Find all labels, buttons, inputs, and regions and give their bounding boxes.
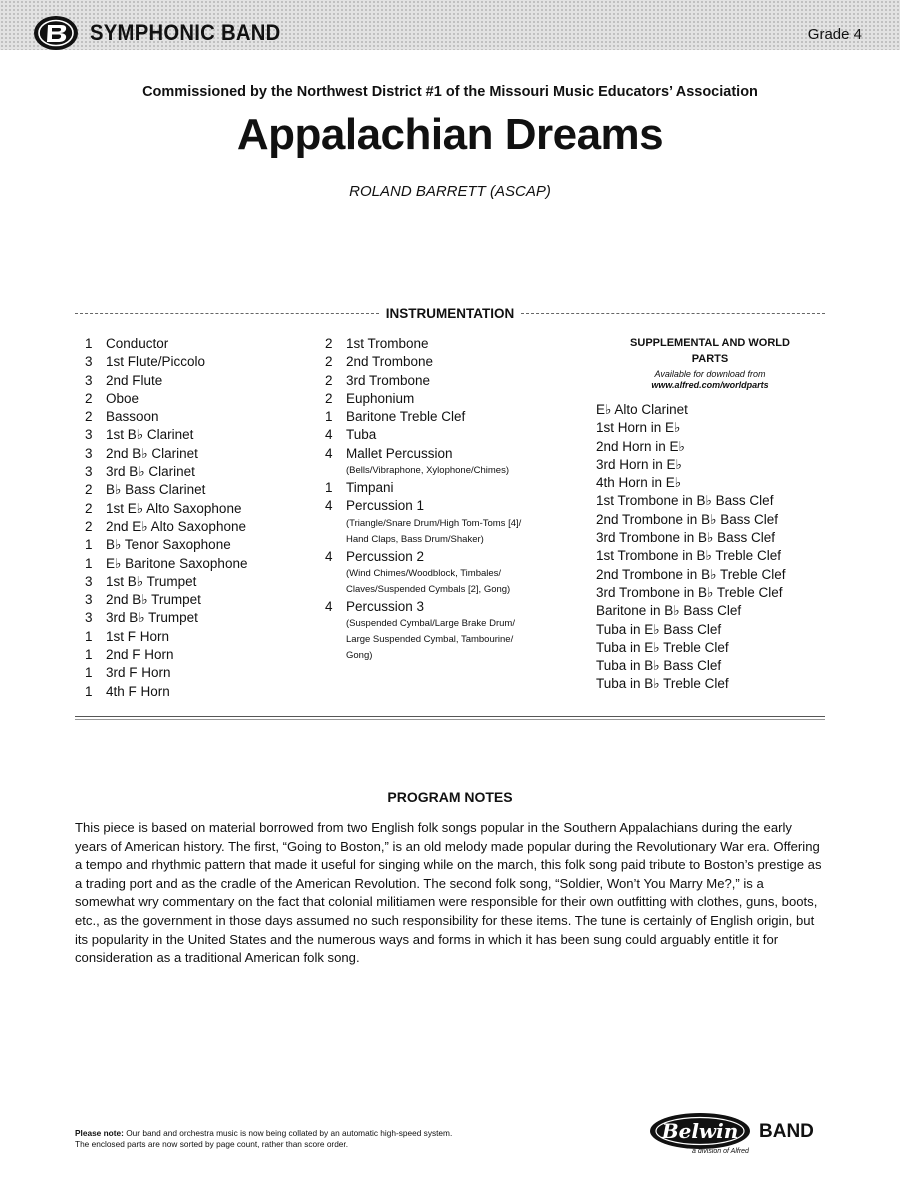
instrument-note: Hand Claps, Bass Drum/Shaker) xyxy=(346,533,484,545)
supplemental-title xyxy=(600,335,820,367)
instrument-row xyxy=(85,408,247,426)
instrument-row xyxy=(85,518,247,536)
instrument-row xyxy=(325,548,521,566)
instrument-note: (Bells/Vibraphone, Xylophone/Chimes) xyxy=(346,465,509,477)
instrument-quantity: 1 xyxy=(85,336,93,351)
piece-title: Appalachian Dreams xyxy=(236,110,664,159)
instrument-name: 1st F Horn xyxy=(106,628,170,644)
instrumentation-column-2 xyxy=(325,335,521,664)
instrument-name: Mallet Percussion xyxy=(346,445,453,461)
instrument-row xyxy=(85,335,247,353)
instrument-row xyxy=(85,609,247,627)
collation-footnote xyxy=(75,1128,452,1150)
instrument-name: Conductor xyxy=(106,336,169,351)
supplemental-part: 1st Trombone in B♭ Bass Clef xyxy=(596,493,774,509)
instrument-name: 2nd B♭ Clarinet xyxy=(106,445,198,461)
instrument-row xyxy=(85,683,247,701)
instrument-row xyxy=(85,628,247,646)
instrument-name: 3rd B♭ Clarinet xyxy=(106,464,195,480)
supplemental-part: 2nd Trombone in B♭ Treble Clef xyxy=(596,566,786,582)
instrument-quantity: 1 xyxy=(85,647,93,663)
instrument-name: 1st Trombone xyxy=(346,336,429,351)
belwin-division-note: a division of Alfred xyxy=(692,1148,749,1155)
instrument-row xyxy=(85,664,247,682)
instrument-row xyxy=(85,536,247,554)
commission-line: Commissioned by the Northwest District #1 of the Missouri Music Educators’ Association xyxy=(142,84,758,100)
instrument-name: 3rd Trombone xyxy=(346,372,431,388)
instrument-quantity: 3 xyxy=(85,464,93,480)
instrument-quantity: 2 xyxy=(85,500,93,516)
supplemental-url-link[interactable]: www.alfred.com/worldparts xyxy=(651,380,769,390)
instrument-row xyxy=(85,481,247,499)
composer-name: ROLAND BARRETT (ASCAP) xyxy=(349,183,551,200)
instrumentation-bottom-rule xyxy=(75,716,825,720)
instrument-row xyxy=(325,408,521,426)
symphonic-band-logo-icon xyxy=(33,14,79,52)
instrumentation-column-1 xyxy=(85,335,247,701)
instrument-row xyxy=(325,353,521,371)
supplemental-availability: Available for download from xyxy=(654,369,766,379)
belwin-band-label: BAND xyxy=(759,1121,814,1142)
instrument-quantity: 1 xyxy=(85,665,93,681)
supplemental-part: Tuba in B♭ Treble Clef xyxy=(596,676,729,692)
instrument-name: Percussion 2 xyxy=(346,548,425,564)
supplemental-part: Tuba in E♭ Treble Clef xyxy=(596,639,729,655)
instrument-name: Euphonium xyxy=(346,390,415,406)
supplemental-part: 3rd Trombone in B♭ Bass Clef xyxy=(596,530,775,546)
supplemental-part: 2nd Horn in E♭ xyxy=(596,438,685,454)
instrument-row xyxy=(85,500,247,518)
instrument-name: B♭ Tenor Saxophone xyxy=(106,537,231,553)
instrument-note: (Triangle/Snare Drum/High Tom-Toms [4]/ xyxy=(346,517,522,529)
instrument-quantity: 1 xyxy=(325,480,333,496)
instrument-name: 1st B♭ Trumpet xyxy=(106,573,197,589)
instrument-row xyxy=(325,598,521,616)
instrument-name: 4th F Horn xyxy=(106,683,170,699)
instrument-name: 1st Flute/Piccolo xyxy=(106,354,206,370)
instrument-name: 2nd F Horn xyxy=(106,647,174,663)
instrument-name: B♭ Bass Clarinet xyxy=(106,482,206,498)
instrument-name: 2nd B♭ Trumpet xyxy=(106,592,201,608)
instrument-row xyxy=(85,426,247,444)
supplemental-part: 1st Trombone in B♭ Treble Clef xyxy=(596,548,781,564)
instrument-row xyxy=(85,591,247,609)
instrument-name: Percussion 3 xyxy=(346,598,425,614)
supplemental-title-line-2: PARTS xyxy=(691,353,729,365)
supplemental-part: 3rd Trombone in B♭ Treble Clef xyxy=(596,584,783,600)
instrument-name: E♭ Baritone Saxophone xyxy=(106,555,248,571)
instrument-row xyxy=(85,445,247,463)
instrument-quantity: 2 xyxy=(85,482,93,498)
instrument-quantity: 2 xyxy=(325,390,333,406)
instrument-quantity: 3 xyxy=(85,610,93,626)
instrument-quantity: 2 xyxy=(325,336,333,351)
instrument-note: Gong) xyxy=(346,650,373,662)
instrument-row xyxy=(85,555,247,573)
supplemental-title-line-1: SUPPLEMENTAL AND WORLD xyxy=(630,337,790,349)
instrument-name: 2nd Flute xyxy=(106,372,163,388)
instrument-row xyxy=(325,445,521,463)
instrument-row xyxy=(85,372,247,390)
instrument-row xyxy=(85,390,247,408)
instrument-name: 3rd F Horn xyxy=(106,665,171,681)
instrument-note: Large Suspended Cymbal, Tambourine/ xyxy=(346,634,514,646)
supplemental-part: 1st Horn in E♭ xyxy=(596,420,681,436)
instrument-quantity: 4 xyxy=(325,498,333,514)
instrument-quantity: 3 xyxy=(85,592,93,608)
instrument-name: Oboe xyxy=(106,390,140,406)
instrument-quantity: 2 xyxy=(85,409,93,425)
instrument-quantity: 2 xyxy=(85,390,93,406)
supplemental-part: Baritone in B♭ Bass Clef xyxy=(596,603,742,619)
supplemental-parts-list xyxy=(596,401,785,694)
instrument-name: Tuba xyxy=(346,427,377,443)
supplemental-part: Tuba in B♭ Bass Clef xyxy=(596,658,722,674)
instrument-note: Claves/Suspended Cymbals [2], Gong) xyxy=(346,583,511,595)
instrumentation-heading xyxy=(75,306,825,321)
instrument-row xyxy=(325,390,521,408)
instrument-quantity: 4 xyxy=(325,445,333,461)
instrument-quantity: 3 xyxy=(85,427,93,443)
instrument-name: Bassoon xyxy=(106,409,159,425)
instrument-quantity: 2 xyxy=(325,354,333,370)
instrument-name: 1st B♭ Clarinet xyxy=(106,427,194,443)
instrument-name: 2nd E♭ Alto Saxophone xyxy=(106,518,246,534)
instrument-note: (Suspended Cymbal/Large Brake Drum/ xyxy=(346,618,515,630)
instrument-quantity: 2 xyxy=(325,372,333,388)
supplemental-part: 2nd Trombone in B♭ Bass Clef xyxy=(596,511,778,527)
series-name: SYMPHONIC BAND xyxy=(90,20,281,45)
footnote-label: Please note: xyxy=(75,1128,124,1138)
supplemental-part: Tuba in E♭ Bass Clef xyxy=(596,621,722,637)
supplemental-part: E♭ Alto Clarinet xyxy=(596,402,688,417)
instrument-quantity: 3 xyxy=(85,573,93,589)
instrument-row xyxy=(325,372,521,390)
instrument-quantity: 4 xyxy=(325,427,333,443)
supplemental-part: 3rd Horn in E♭ xyxy=(596,456,682,472)
heading-rule-right xyxy=(521,313,825,314)
instrument-note: (Wind Chimes/Woodblock, Timbales/ xyxy=(346,567,502,579)
instrument-quantity: 1 xyxy=(325,409,333,425)
supplemental-part: 4th Horn in E♭ xyxy=(596,475,682,491)
belwin-script: Belwin xyxy=(661,1119,739,1143)
instrument-name: Timpani xyxy=(346,480,394,496)
instrument-name: 1st E♭ Alto Saxophone xyxy=(106,500,242,516)
instrument-row xyxy=(85,353,247,371)
instrument-row xyxy=(325,335,521,353)
instrument-row xyxy=(85,646,247,664)
instrument-quantity: 3 xyxy=(85,354,93,370)
program-notes-body: This piece is based on material borrowed from two English folk songs popular in the Southern Appalachians during the early years of American history. The first, “Going to Boston,” is an old melody made popular during the Revolutionary War era. Offering a tempo and rhythmic pattern that made it useful for singing while on the march, this folk song paid tribute to Boston’s prestige as a trading port and as the cradle of the American Revolution. The second folk song, “Soldier, Won’t You Marry Me?,” is a somewhat wry commentary on the fact that colonial militiamen were responsible for their own outfitting with clothes, guns, boots, etc., as the government in those days assumed no such responsibility for these items. The tune is certainly of English origin, but its popularity in the United States and the numerous ways and forms in which it has been sung could arguably entitle it for consideration as a traditional American folk song. xyxy=(75,820,822,966)
instrument-quantity: 2 xyxy=(85,518,93,534)
instrument-row xyxy=(325,479,521,497)
instrument-quantity: 3 xyxy=(85,372,93,388)
instrument-name: Percussion 1 xyxy=(346,498,425,514)
instrument-name: Baritone Treble Clef xyxy=(346,409,466,425)
instrument-quantity: 1 xyxy=(85,628,93,644)
footnote-line-2: The enclosed parts are now sorted by page count, rather than score order. xyxy=(75,1139,349,1149)
footnote-line-1: Our band and orchestra music is now being collated by an automatic high-speed system. xyxy=(123,1128,453,1138)
instrumentation-heading-label: INSTRUMENTATION xyxy=(385,306,515,321)
instrument-name: 3rd B♭ Trumpet xyxy=(106,610,198,626)
instrument-row xyxy=(325,497,521,515)
instrument-quantity: 4 xyxy=(325,548,333,564)
program-notes-heading: PROGRAM NOTES xyxy=(387,789,513,805)
instrument-row xyxy=(85,463,247,481)
instrument-quantity: 1 xyxy=(85,683,93,699)
instrument-row xyxy=(325,426,521,444)
instrument-quantity: 1 xyxy=(85,555,93,571)
heading-rule-left xyxy=(75,313,379,314)
instrument-quantity: 3 xyxy=(85,445,93,461)
grade-label: Grade 4 xyxy=(807,26,862,43)
instrument-name: 2nd Trombone xyxy=(346,354,434,370)
instrument-row xyxy=(85,573,247,591)
instrument-quantity: 4 xyxy=(325,598,333,614)
instrument-quantity: 1 xyxy=(85,537,93,553)
